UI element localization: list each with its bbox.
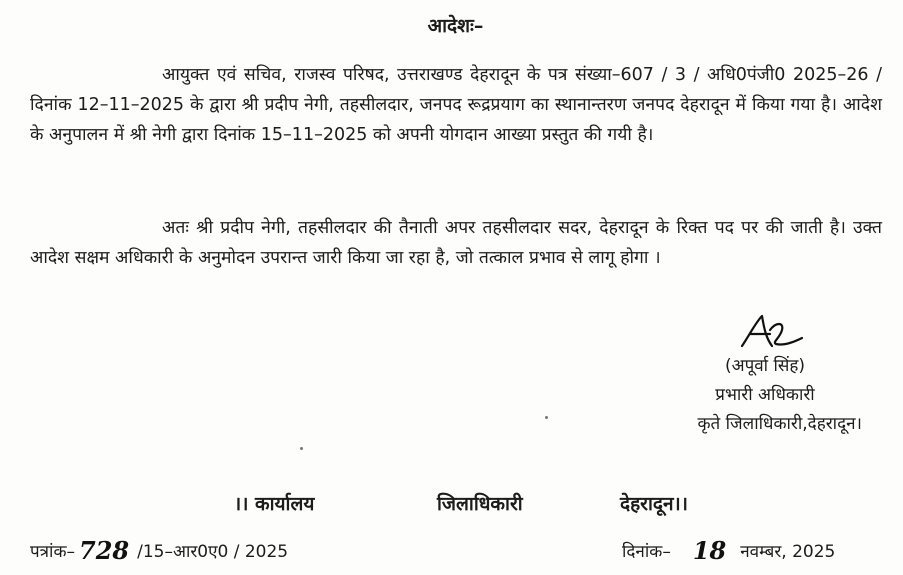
office-label: ।। कार्यालय [234,493,315,515]
order-paragraph-1: आयुक्त एवं सचिव, राजस्व परिषद, उत्तराखण्ड देहरादून के पत्र संख्या–607 / 3 / अधि0पंजी0 2025–26 / दिनांक 12–11–2025 के द्वारा श्री प्रदीप नेगी, तहसीलदार, जनपद रूद्रप्रयाग का स्थानान्तरण जनपद देहरादून में किया गया है। आदेश के अनुपालन में श्री नेगी द्वारा दिनांक 15–11–2025 को अपनी योगदान आख्या प्रस्तुत की गयी है। [30,65,882,145]
scan-speck [545,416,548,419]
letter-reference [30,536,288,565]
order-paragraph-2: अतः श्री प्रदीप नेगी, तहसीलदार की तैनाती अपर तहसीलदार सदर, देहरादून के रिक्त पद पर की जाती है। उक्त आदेश सक्षम अधिकारी के अनुमोदन उपरान्त जारी किया जा रहा है, जो तत्काल प्रभाव से लागू होगा । [30,218,882,268]
date-month-year: नवम्बर, 2025 [740,542,836,562]
signatory-name: (अपूर्वा सिंह) [724,356,806,376]
office-authority: जिलाधिकारी [437,493,523,515]
handwritten-signature [736,312,806,352]
date-day-handwritten: 18 [692,536,727,565]
scan-speck [300,447,303,450]
signatory-designation: प्रभारी अधिकारी [715,385,815,405]
date-prefix: दिनांक– [622,542,671,562]
order-heading: आदेशः– [427,15,484,37]
letter-date [622,536,835,565]
signature-block [640,352,890,439]
office-location: देहरादून।। [620,493,688,515]
reference-number-handwritten: 728 [79,536,130,565]
reference-prefix: पत्रांक– [30,542,75,562]
reference-suffix: /15–आर0ए0 / 2025 [137,542,289,562]
signatory-on-behalf: कृते जिलाधिकारी,देहरादून। [697,414,862,434]
